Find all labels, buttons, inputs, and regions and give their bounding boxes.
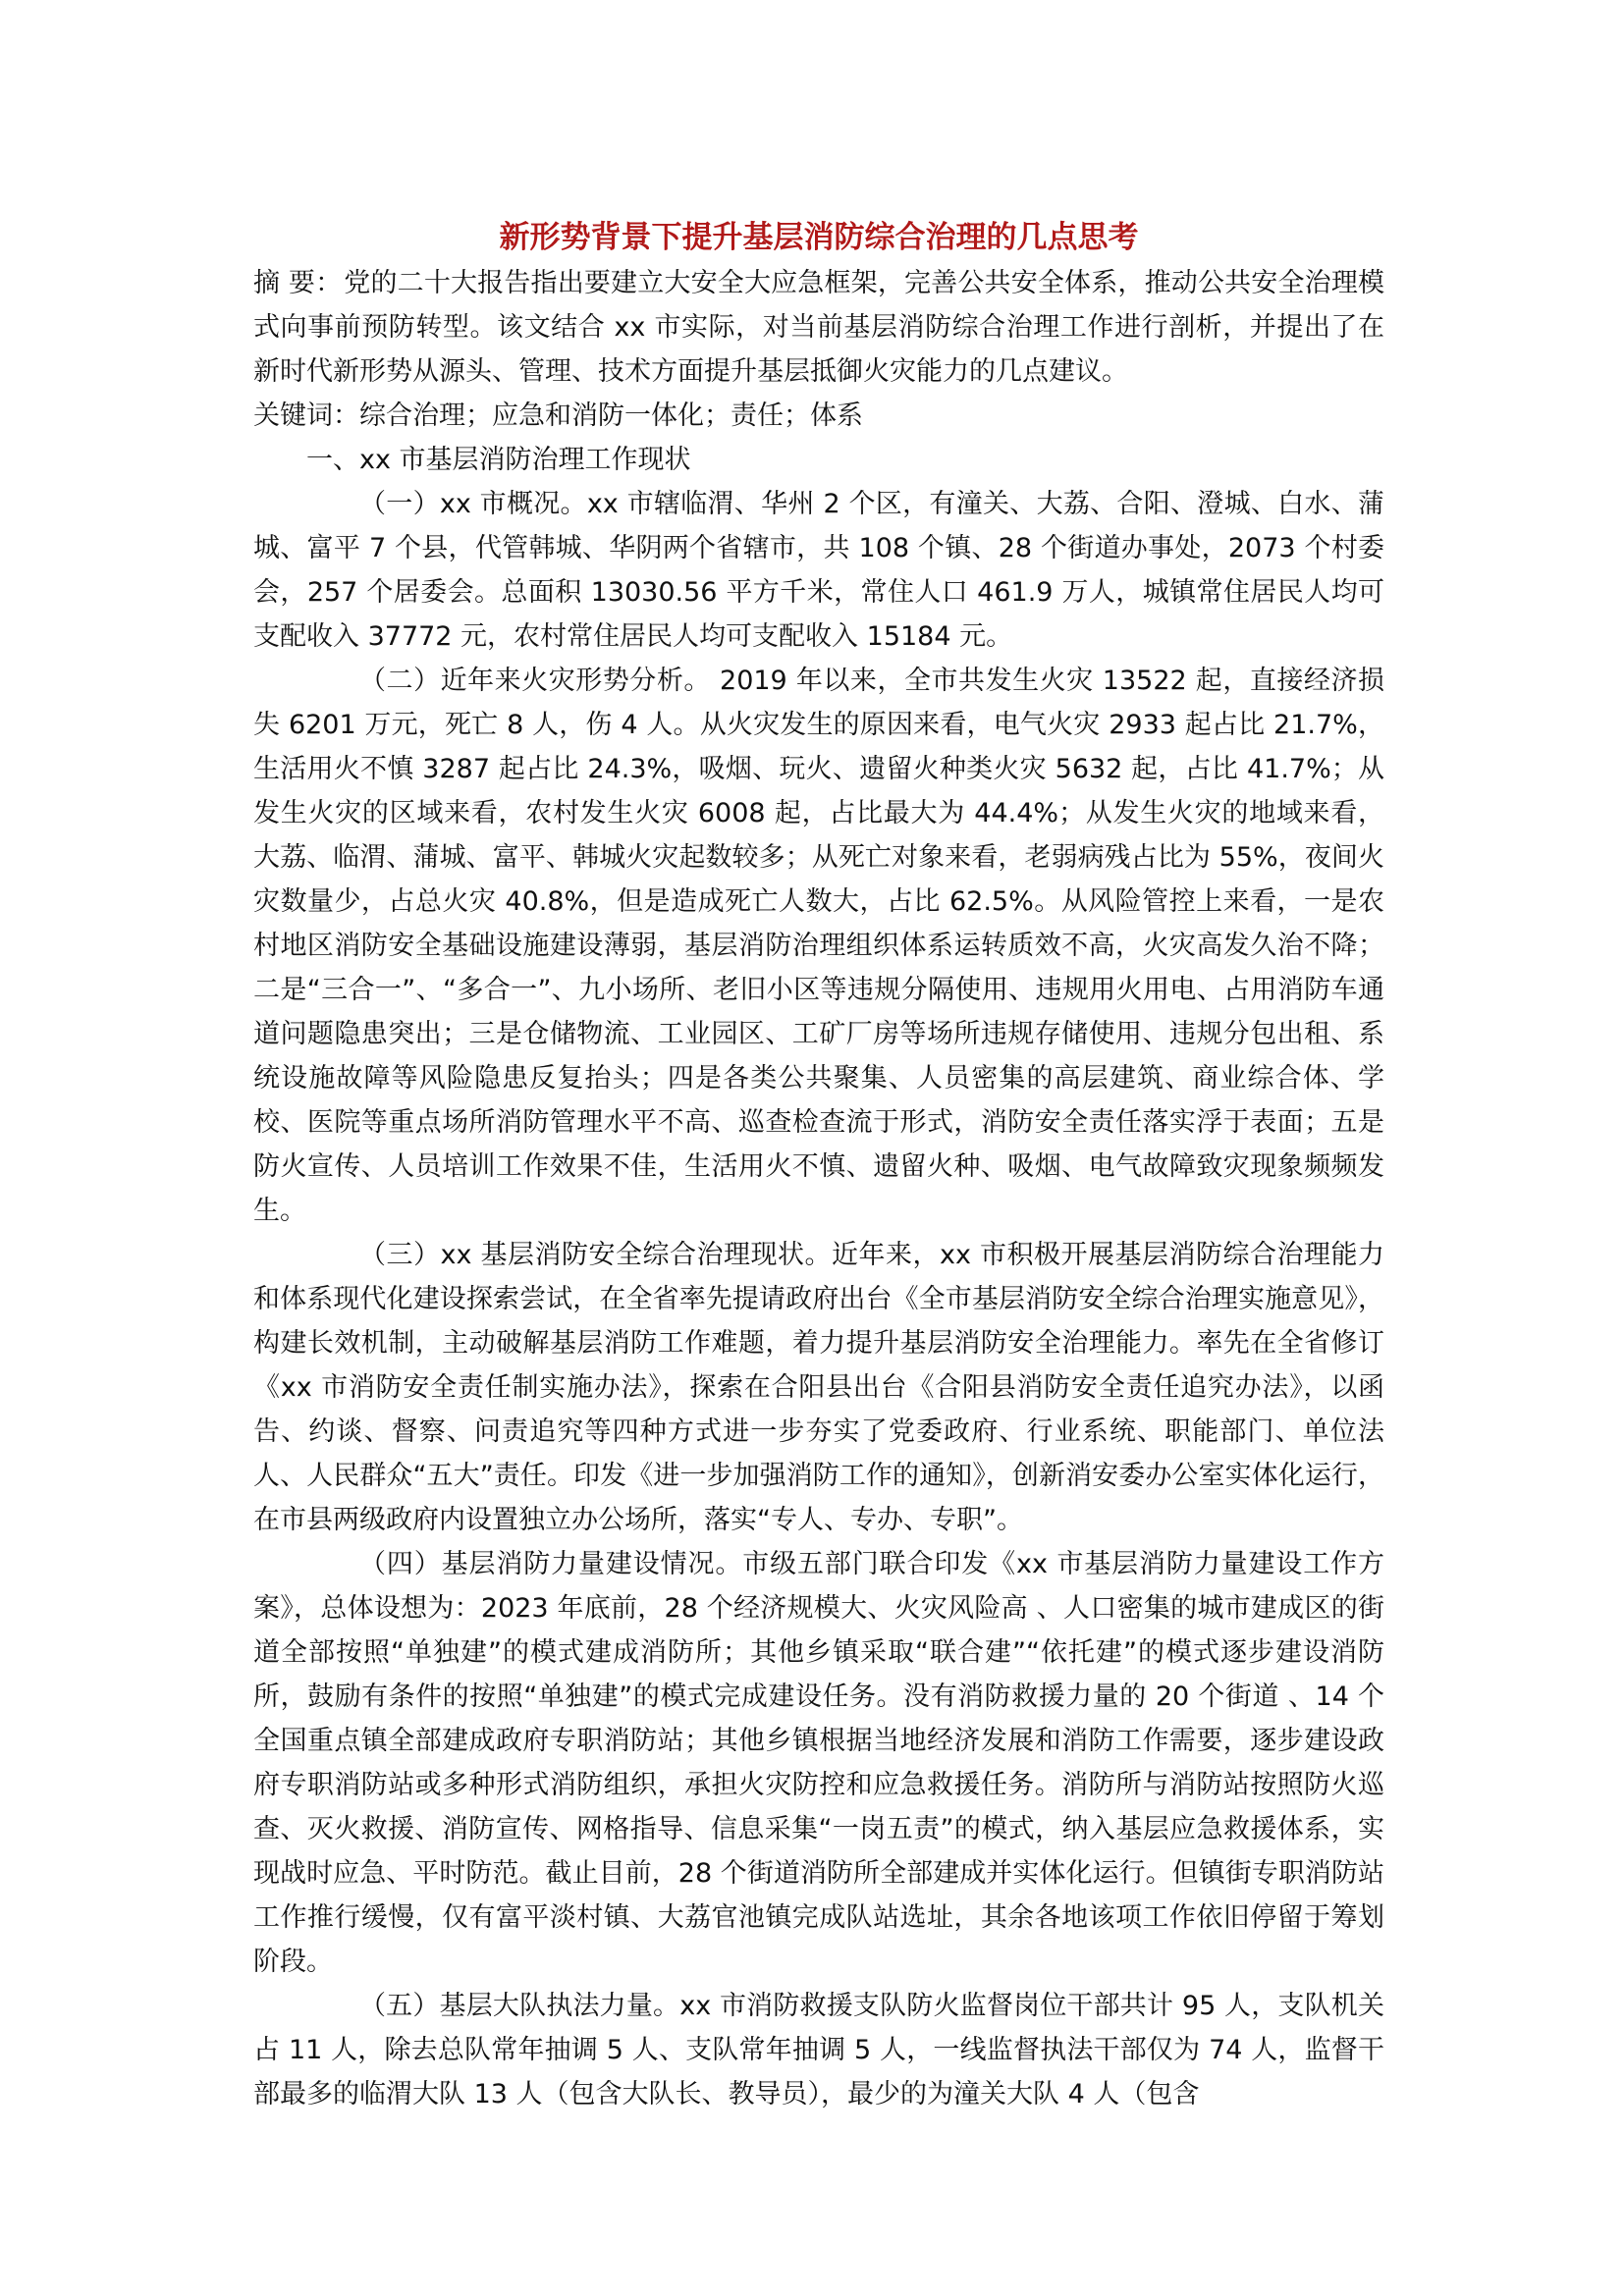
keywords-label: 关键词： [253, 400, 359, 431]
paragraph-governance-status: （三）xx 基层消防安全综合治理现状。近年来，xx 市积极开展基层消防综合治理能力和体系现代化建设探索尝试，在全省率先提请政府出台《全市基层消防安全综合治理实施意见》，构建长效机制，主动破解基层消防工作难题，着力提升基层消防安全治理能力。率先在全省修订《xx 市消防安全责任制实施办法》，探索在合阳县出台《合阳县消防安全责任追究办法》，以函告、约谈、督察、问责追究等四种方式进一步夯实了党委政府、行业系统、职能部门、单位法人、人民群众“五大”责任。印发《进一步加强消防工作的通知》，创新消安委办公室实体化运行，在市县两级政府内设置独立办公场所，落实“专人、专办、专职”。 [253, 1240, 1384, 1535]
keywords-text: 综合治理；应急和消防一体化；责任；体系 [359, 400, 863, 431]
keywords [253, 394, 1384, 438]
abstract [253, 261, 1384, 394]
abstract-text: 党的二十大报告指出要建立大安全大应急框架，完善公共安全体系，推动公共安全治理模式向事前预防转型。该文结合 xx 市实际，对当前基层消防综合治理工作进行剖析，并提出了在新时代新形势从源头、管理、技术方面提升基层抵御火灾能力的几点建议。 [253, 268, 1384, 387]
section-heading: 一、xx 市基层消防治理工作现状 [306, 445, 691, 475]
abstract-label: 摘 要： [253, 268, 343, 298]
paragraph-fire-situation: （二）近年来火灾形势分析。 2019 年以来，全市共发生火灾 13522 起，直接经济损失 6201 万元，死亡 8 人，伤 4 人。从火灾发生的原因来看，电气火灾 2933 起占比 21.7%，生活用火不慎 3287 起占比 24.3%，吸烟、玩火、遗留火种类火灾 5632 起，占比 41.7%；从发生火灾的区域来看，农村发生火灾 6008 起，占比最大为 44.4%；从发生火灾的地域来看，大荔、临渭、蒲城、富平、韩城火灾起数较多；从死亡对象来看，老弱病残占比为 55%，夜间火灾数量少，占总火灾 40.8%，但是造成死亡人数大，占比 62.5%。从风险管控上来看，一是农村地区消防安全基础设施建设薄弱，基层消防治理组织体系运转质效不高，火灾高发久治不降；二是“三合一”、“多合一”、九小场所、老旧小区等违规分隔使用、违规用火用电、占用消防车通道问题隐患突出；三是仓储物流、工业园区、工矿厂房等场所违规存储使用、违规分包出租、系统设施故障等风险隐患反复抬头；四是各类公共聚集、人员密集的高层建筑、商业综合体、学校、医院等重点场所消防管理水平不高、巡查检查流于形式，消防安全责任落实浮于表面；五是防火宣传、人员培训工作效果不佳，生活用火不慎、遗留火种、吸烟、电气故障致灾现象频频发生。 [253, 666, 1384, 1226]
paragraph-enforcement: （五）基层大队执法力量。xx 市消防救援支队防火监督岗位干部共计 95 人，支队机关占 11 人，除去总队常年抽调 5 人、支队常年抽调 5 人，一线监督执法干部仅为 74 人，监督干部最多的临渭大队 13 人（包含大队长、教导员），最少的为潼关大队 4 人（包含 [253, 1991, 1384, 2109]
paragraph-force-building: （四）基层消防力量建设情况。市级五部门联合印发《xx 市基层消防力量建设工作方案》，总体设想为：2023 年底前，28 个经济规模大、火灾风险高 、人口密集的城市建成区的街道全部按照“单独建”的模式建成消防所；其他乡镇采取“联合建”“依托建”的模式逐步建设消防所，鼓励有条件的按照“单独建”的模式完成建设任务。没有消防救援力量的 20 个街道 、14 个全国重点镇全部建成政府专职消防站；其他乡镇根据当地经济发展和消防工作需要，逐步建设政府专职消防站或多种形式消防组织，承担火灾防控和应急救援任务。消防所与消防站按照防火巡查、灭火救援、消防宣传、网格指导、信息采集“一岗五责”的模式，纳入基层应急救援体系，实现战时应急、平时防范。截止目前，28 个街道消防所全部建成并实体化运行。但镇街专职消防站工作推行缓慢，仅有富平淡村镇、大荔官池镇完成队站选址，其余各地该项工作依旧停留于筹划阶段。 [253, 1549, 1384, 1977]
document-body [253, 216, 1384, 2116]
document-title: 新形势背景下提升基层消防综合治理的几点思考 [499, 220, 1139, 255]
paragraph-overview: （一）xx 市概况。xx 市辖临渭、华州 2 个区，有潼关、大荔、合阳、澄城、白水、蒲城、富平 7 个县，代管韩城、华阴两个省辖市，共 108 个镇、28 个街道办事处，2073 个村委会，257 个居委会。总面积 13030.56 平方千米，常住人口 461.9 万人，城镇常住居民人均可支配收入 37772 元，农村常住居民人均可支配收入 15184 元。 [253, 489, 1384, 652]
